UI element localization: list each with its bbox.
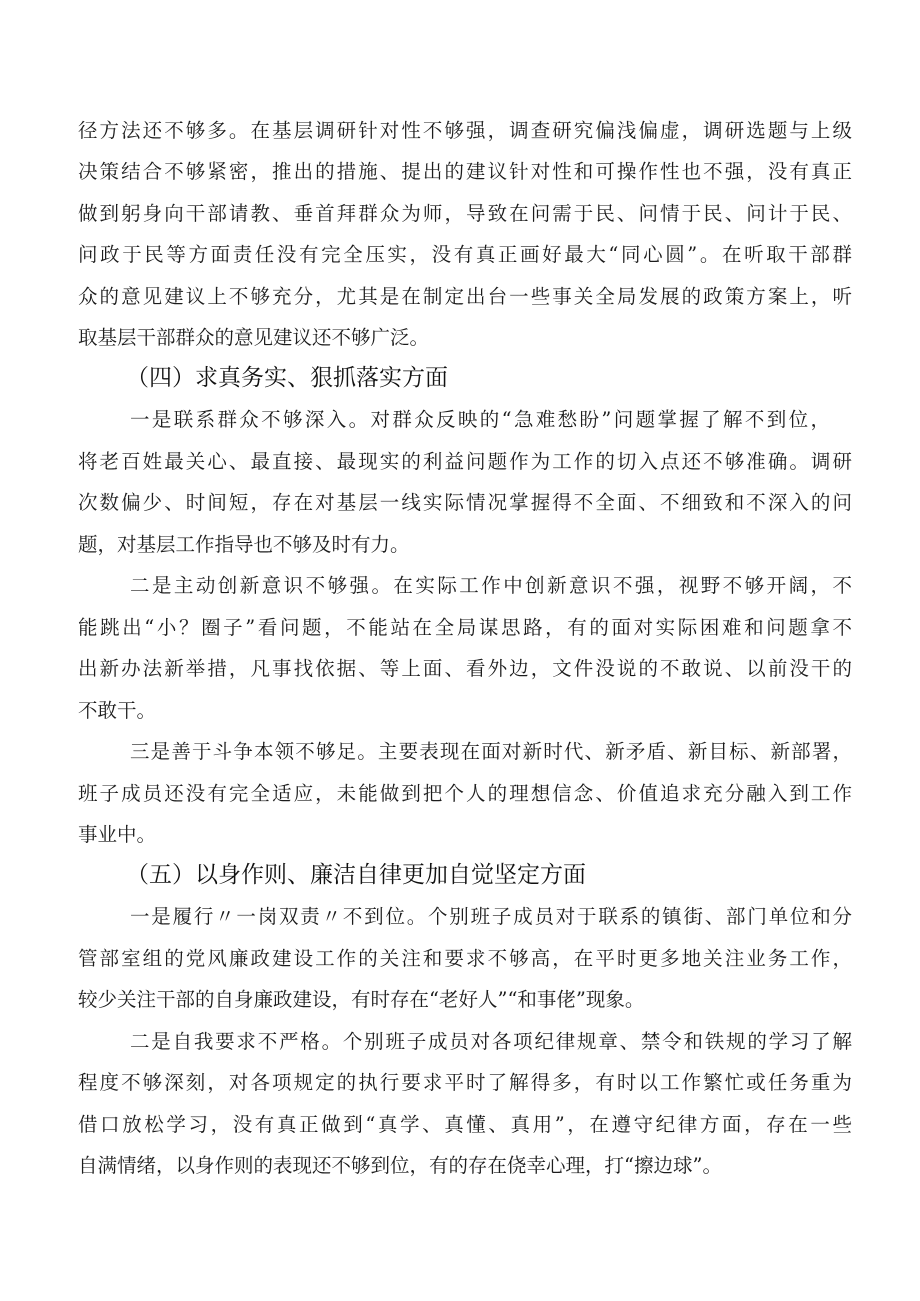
section-heading: （四）求真务实、狠抓落实方面 [126,365,448,391]
paragraph-line: 众的意见建议上不够充分，尤其是在制定出台一些事关全局发展的政策方案上，听 [78,285,852,308]
paragraph-line: 问政于民等方面责任没有完全压实，没有真正画好最大“同心圆”。在听取干部群 [78,243,852,266]
paragraph-line: 自满情绪，以身作则的表现还不够到位，有的存在侥幸心理，打“擦边球”。 [78,1154,722,1177]
section-heading: （五）以身作则、廉洁自律更加自觉坚定方面 [126,862,586,888]
paragraph-line: 将老百姓最关心、最直接、最现实的利益问题作为工作的切入点还不够准确。调研 [78,450,852,473]
paragraph-line: 题，对基层工作指导也不够及时有力。 [78,533,410,556]
paragraph-line: 决策结合不够紧密，推出的措施、提出的建议针对性和可操作性也不强，没有真正 [78,160,852,183]
paragraph-line: 较少关注干部的自身廉政建设，有时存在“老好人”“和事佬”现象。 [78,988,645,1011]
paragraph-line: 取基层干部群众的意见建议还不够广泛。 [78,326,430,349]
paragraph-line: 班子成员还没有完全适应，未能做到把个人的理想信念、价值追求充分融入到工作 [78,782,852,805]
paragraph-line: 做到躬身向干部请教、垂首拜群众为师，导致在问需于民、问情于民、问计于民、 [78,202,852,225]
paragraph-line: 三是善于斗争本领不够足。主要表现在面对新时代、新矛盾、新目标、新部署， [130,740,852,763]
paragraph-line: 能跳出“小？圈子”看问题，不能站在全局谋思路，有的面对实际困难和问题拿不 [78,616,852,639]
paragraph-line: 程度不够深刻，对各项规定的执行要求平时了解得多，有时以工作繁忙或任务重为 [78,1071,852,1094]
paragraph-line: 二是自我要求不严格。个别班子成员对各项纪律规章、禁令和铁规的学习了解 [130,1030,852,1053]
paragraph-line: 借口放松学习，没有真正做到“真学、真懂、真用”，在遵守纪律方面，存在一些 [78,1113,852,1136]
paragraph-line: 出新办法新举措，凡事找依据、等上面、看外边，文件没说的不敢说、以前没干的 [78,657,852,680]
paragraph-line: 事业中。 [78,823,157,846]
paragraph-line: 管部室组的党风廉政建设工作的关注和要求不够高，在平时更多地关注业务工作， [78,947,852,970]
paragraph-line: 二是主动创新意识不够强。在实际工作中创新意识不强，视野不够开阔，不 [130,574,852,597]
paragraph-line: 次数偏少、时间短，存在对基层一线实际情况掌握得不全面、不细致和不深入的问 [78,491,852,514]
paragraph-line: 径方法还不够多。在基层调研针对性不够强，调查研究偏浅偏虚，调研选题与上级 [78,119,852,142]
paragraph-line: 不敢干。 [78,699,157,722]
paragraph-line: 一是联系群众不够深入。对群众反映的“急难愁盼”问题掌握了解不到位， [130,408,830,431]
paragraph-line: 一是履行〃一岗双责〃不到位。个别班子成员对于联系的镇街、部门单位和分 [130,905,852,928]
